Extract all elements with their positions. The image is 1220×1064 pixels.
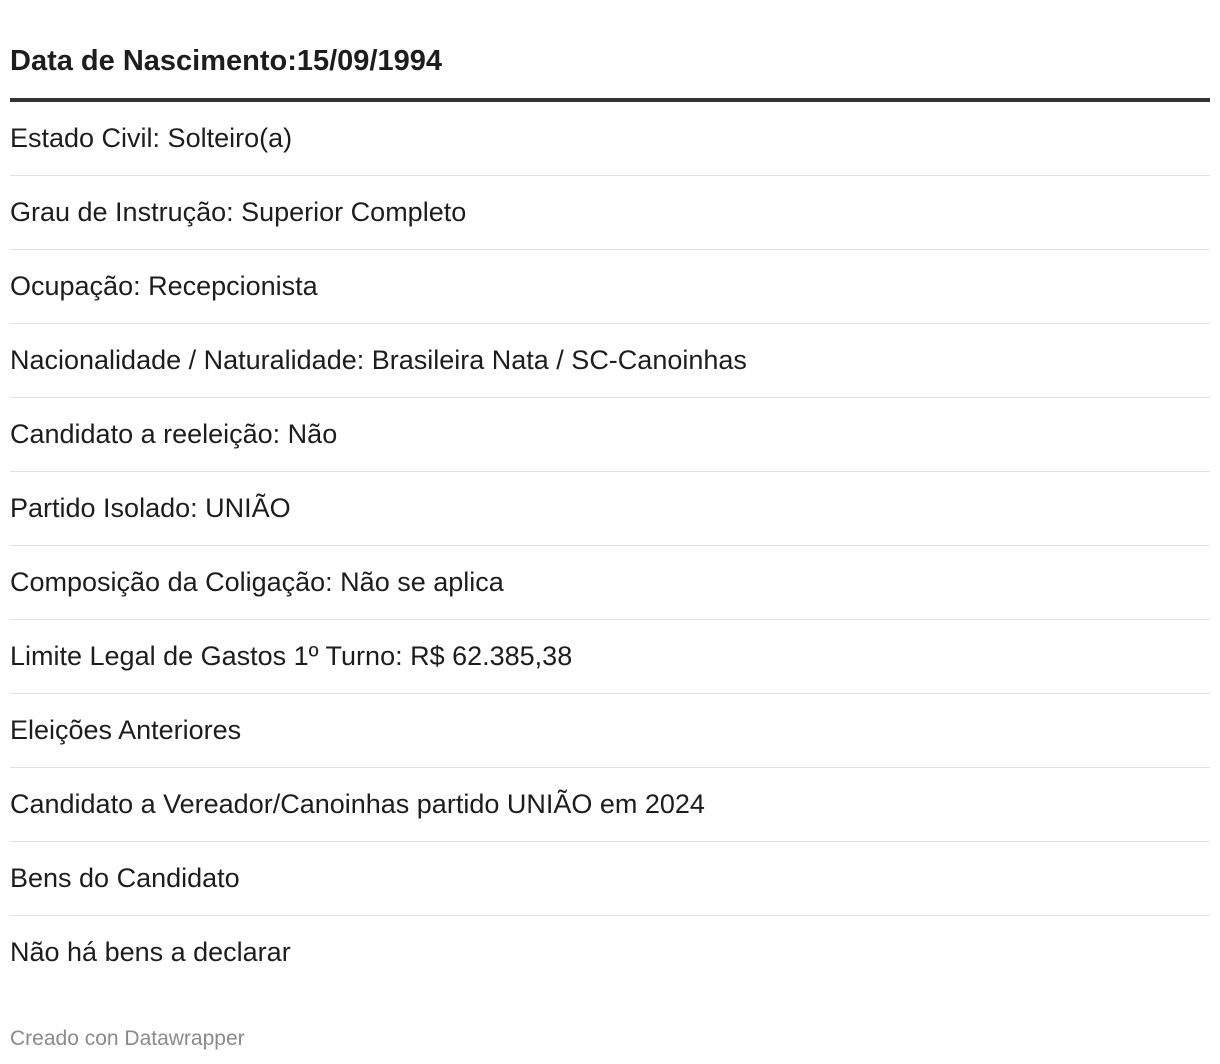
table-cell: Partido Isolado: UNIÃO — [10, 493, 291, 523]
table-row — [10, 398, 1210, 472]
table-header — [10, 0, 1210, 102]
table-row — [10, 472, 1210, 546]
table-body — [10, 102, 1210, 989]
footer-credit[interactable]: Creado con Datawrapper — [10, 1027, 245, 1050]
table-cell: Não há bens a declarar — [10, 937, 291, 967]
table-cell: Eleições Anteriores — [10, 715, 242, 745]
table-row — [10, 620, 1210, 694]
table-cell: Composição da Coligação: Não se aplica — [10, 567, 504, 597]
datawrapper-table — [10, 0, 1210, 1064]
table-row — [10, 916, 1210, 989]
table-row — [10, 250, 1210, 324]
table-cell: Grau de Instrução: Superior Completo — [10, 197, 467, 227]
table-row — [10, 768, 1210, 842]
table-row — [10, 546, 1210, 620]
table-cell: Candidato a reeleição: Não — [10, 419, 338, 449]
table-row — [10, 176, 1210, 250]
table-cell: Limite Legal de Gastos 1º Turno: R$ 62.385,38 — [10, 641, 573, 671]
table-cell: Candidato a Vereador/Canoinhas partido UNIÃO em 2024 — [10, 789, 705, 819]
table-cell: Nacionalidade / Naturalidade: Brasileira Nata / SC-Canoinhas — [10, 345, 747, 375]
table-row — [10, 694, 1210, 768]
table-cell: Estado Civil: Solteiro(a) — [10, 123, 293, 153]
table-row — [10, 324, 1210, 398]
table-cell: Bens do Candidato — [10, 863, 240, 893]
table-header-title: Data de Nascimento:15/09/1994 — [10, 45, 442, 77]
table-row — [10, 842, 1210, 916]
table-cell: Ocupação: Recepcionista — [10, 271, 318, 301]
table-row — [10, 102, 1210, 176]
